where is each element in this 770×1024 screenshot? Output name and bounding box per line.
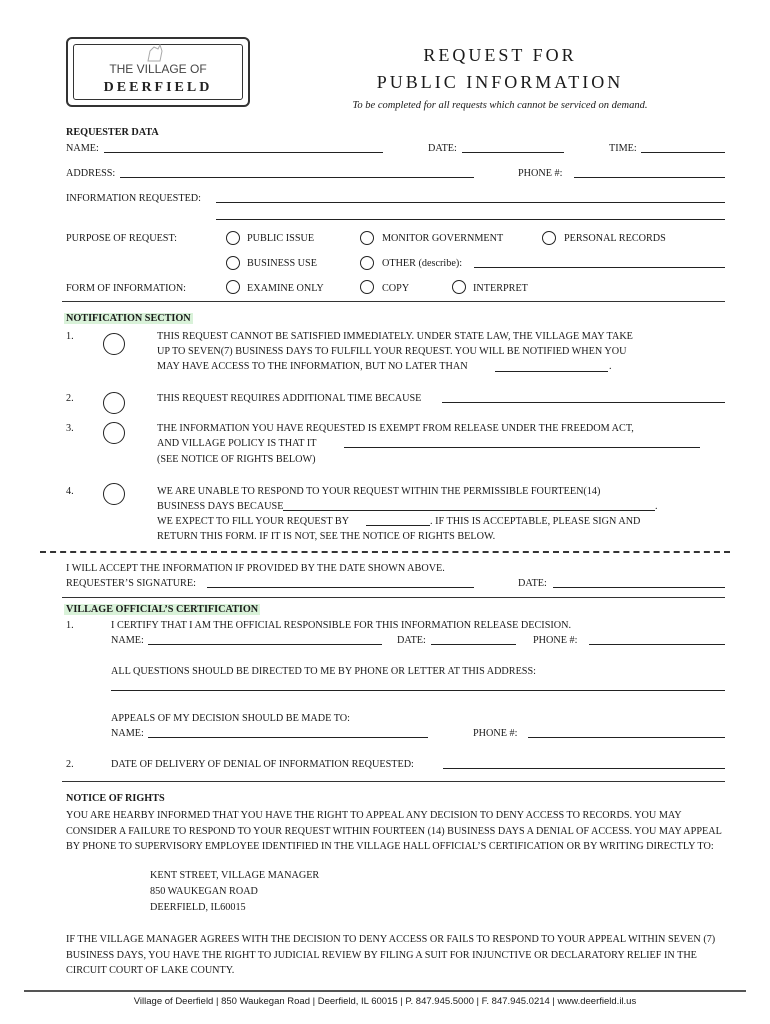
rights-address-3: DEERFIELD, IL60015 <box>150 902 246 913</box>
rights-paragraph-1: YOU ARE HEARBY INFORMED THAT YOU HAVE THE RIGHT TO APPEAL ANY DECISION TO DENY ACCESS TO RECORDS. YOU MAY CONSIDER A FAILURE TO RESPOND TO YOUR REQUEST WITHIN FOURTEEN (14) BUSINESS DAYS A DENIAL OF ACCESS. YOU MAY APPEAL BY PHONE TO SUPERVISORY EMPLOYEE IDENTIFIED IN THE VILLAGE HALL OFFICIAL’S CERTIFICATION OR BY WRITING DIRECTLY TO: <box>66 810 722 852</box>
divider-3 <box>62 781 725 782</box>
notif-4-reason-field[interactable] <box>283 510 655 511</box>
official-name-label: NAME: <box>111 635 144 646</box>
info-label: INFORMATION REQUESTED: <box>66 193 201 204</box>
notif-4-checkbox[interactable] <box>103 483 125 505</box>
public-issue-radio[interactable] <box>226 231 240 245</box>
appeals-text: APPEALS OF MY DECISION SHOULD BE MADE TO: <box>111 713 350 724</box>
accept-date-label: DATE: <box>518 578 547 589</box>
notif-2-checkbox[interactable] <box>103 392 125 414</box>
notif-4-line-d: . IF THIS IS ACCEPTABLE, PLEASE SIGN AND <box>430 516 641 527</box>
title-line1: REQUEST FOR <box>423 45 577 65</box>
official-num-1: 1. <box>66 620 74 631</box>
delivery-text: DATE OF DELIVERY OF DENIAL OF INFORMATION REQUESTED: <box>111 759 414 770</box>
official-phone-label: PHONE #: <box>533 635 578 646</box>
notif-4-line-e: RETURN THIS FORM. IF IT IS NOT, SEE THE NOTICE OF RIGHTS BELOW. <box>157 531 496 542</box>
subtitle: To be completed for all requests which cannot be serviced on demand. <box>352 100 648 111</box>
notification-heading: NOTIFICATION SECTION <box>66 313 191 324</box>
personal-records-label: PERSONAL RECORDS <box>564 233 666 244</box>
official-phone-field[interactable] <box>589 644 725 645</box>
notif-4-date-field[interactable] <box>366 525 430 526</box>
notif-4-line-b: BUSINESS DAYS BECAUSE <box>157 501 284 512</box>
period: . <box>609 361 612 372</box>
interpret-label: INTERPRET <box>473 283 528 294</box>
appeals-phone-label: PHONE #: <box>473 728 518 739</box>
phone-label: PHONE #: <box>518 168 563 179</box>
notif-num-2: 2. <box>66 393 74 404</box>
notif-3-line-a: THE INFORMATION YOU HAVE REQUESTED IS EXEMPT FROM RELEASE UNDER THE FREEDOM ACT, <box>157 423 634 434</box>
notif-3-field[interactable] <box>344 447 700 448</box>
title-line2: PUBLIC INFORMATION <box>376 72 624 92</box>
monitor-government-label: MONITOR GOVERNMENT <box>382 233 504 244</box>
notif-2-field[interactable] <box>442 402 725 403</box>
official-num-2: 2. <box>66 759 74 770</box>
rights-paragraph-2: IF THE VILLAGE MANAGER AGREES WITH THE DECISION TO DENY ACCESS OR FAILS TO RESPOND TO YOUR APPEAL WITHIN SEVEN (7) BUSINESS DAYS, YOU HAVE THE RIGHT TO JUDICIAL REVIEW BY FILING A SUIT FOR INJUNCTIVE OR DECLARATORY RELIEF IN THE CIRCUIT COURT OF LAKE COUNTY. <box>66 934 716 976</box>
accept-text: I WILL ACCEPT THE INFORMATION IF PROVIDED BY THE DATE SHOWN ABOVE. <box>66 563 445 574</box>
period: . <box>655 501 658 512</box>
rights-address-1: KENT STREET, VILLAGE MANAGER <box>150 870 320 881</box>
name-label: NAME: <box>66 143 99 154</box>
date-label: DATE: <box>428 143 457 154</box>
public-issue-label: PUBLIC ISSUE <box>247 233 315 244</box>
personal-records-radio[interactable] <box>542 231 556 245</box>
divider-2 <box>62 597 725 598</box>
copy-radio[interactable] <box>360 280 374 294</box>
purpose-label: PURPOSE OF REQUEST: <box>66 233 178 244</box>
notif-3-line-b: AND VILLAGE POLICY IS THAT IT <box>157 438 317 449</box>
business-use-label: BUSINESS USE <box>247 258 317 269</box>
notif-num-4: 4. <box>66 486 74 497</box>
notif-num-3: 3. <box>66 423 74 434</box>
logo-line2: DEERFIELD <box>103 80 213 95</box>
crest-icon <box>144 43 166 63</box>
address-label: ADDRESS: <box>66 168 116 179</box>
logo-line1: THE VILLAGE OF <box>109 62 207 76</box>
appeals-name-label: NAME: <box>111 728 144 739</box>
address-field[interactable] <box>120 177 474 178</box>
questions-text: ALL QUESTIONS SHOULD BE DIRECTED TO ME BY PHONE OR LETTER AT THIS ADDRESS: <box>111 666 536 677</box>
form-label: FORM OF INFORMATION: <box>66 283 187 294</box>
dashed-divider <box>40 551 730 553</box>
notif-4-line-a: WE ARE UNABLE TO RESPOND TO YOUR REQUEST WITHIN THE PERMISSIBLE FOURTEEN(14) <box>157 486 601 497</box>
notif-3-checkbox[interactable] <box>103 422 125 444</box>
footer-divider <box>24 990 746 992</box>
notif-2-text: THIS REQUEST REQUIRES ADDITIONAL TIME BECAUSE <box>157 393 422 404</box>
notif-num-1: 1. <box>66 331 74 342</box>
examine-only-label: EXAMINE ONLY <box>247 283 324 294</box>
official-date-label: DATE: <box>397 635 426 646</box>
notif-1-date-field[interactable] <box>495 371 608 372</box>
examine-only-radio[interactable] <box>226 280 240 294</box>
footer-contact: Village of Deerfield | 850 Waukegan Road | Deerfield, IL 60015 | P. 847.945.5000 | F. 847.945.0214 | www.deerfield.il.us <box>133 996 637 1007</box>
other-field[interactable] <box>474 267 725 268</box>
time-field[interactable] <box>641 152 725 153</box>
official-heading: VILLAGE OFFICIAL’S CERTIFICATION <box>66 604 259 615</box>
other-radio[interactable] <box>360 256 374 270</box>
time-label: TIME: <box>609 143 637 154</box>
business-use-radio[interactable] <box>226 256 240 270</box>
info-field-1[interactable] <box>216 202 725 203</box>
other-label: OTHER (describe): <box>382 258 463 269</box>
name-field[interactable] <box>104 152 383 153</box>
appeals-phone-field[interactable] <box>528 737 725 738</box>
divider-1 <box>62 301 725 302</box>
official-date-field[interactable] <box>431 644 516 645</box>
rights-address-2: 850 WAUKEGAN ROAD <box>150 886 258 897</box>
interpret-radio[interactable] <box>452 280 466 294</box>
signature-field[interactable] <box>207 587 474 588</box>
notif-3-line-c: (SEE NOTICE OF RIGHTS BELOW) <box>157 454 316 465</box>
notif-1-line-b: UP TO SEVEN(7) BUSINESS DAYS TO FULFILL YOUR REQUEST. YOU WILL BE NOTIFIED WHEN YOU <box>157 346 627 357</box>
appeals-name-field[interactable] <box>148 737 428 738</box>
signature-label: REQUESTER’S SIGNATURE: <box>66 578 196 589</box>
requester-heading: REQUESTER DATA <box>66 127 159 138</box>
monitor-government-radio[interactable] <box>360 231 374 245</box>
notif-1-line-a: THIS REQUEST CANNOT BE SATISFIED IMMEDIATELY. UNDER STATE LAW, THE VILLAGE MAY TAKE <box>157 331 633 342</box>
info-field-2[interactable] <box>216 219 725 220</box>
questions-field[interactable] <box>111 690 725 691</box>
rights-heading: NOTICE OF RIGHTS <box>66 793 165 804</box>
certify-text: I CERTIFY THAT I AM THE OFFICIAL RESPONSIBLE FOR THIS INFORMATION RELEASE DECISION. <box>111 620 572 631</box>
date-field[interactable] <box>462 152 564 153</box>
notif-1-line-c: MAY HAVE ACCESS TO THE INFORMATION, BUT NO LATER THAN <box>157 361 468 372</box>
phone-field[interactable] <box>574 177 725 178</box>
copy-label: COPY <box>382 283 410 294</box>
village-logo <box>66 37 250 107</box>
notif-1-checkbox[interactable] <box>103 333 125 355</box>
notif-4-line-c: WE EXPECT TO FILL YOUR REQUEST BY <box>157 516 350 527</box>
accept-date-field[interactable] <box>553 587 725 588</box>
delivery-field[interactable] <box>443 768 725 769</box>
official-name-field[interactable] <box>148 644 382 645</box>
